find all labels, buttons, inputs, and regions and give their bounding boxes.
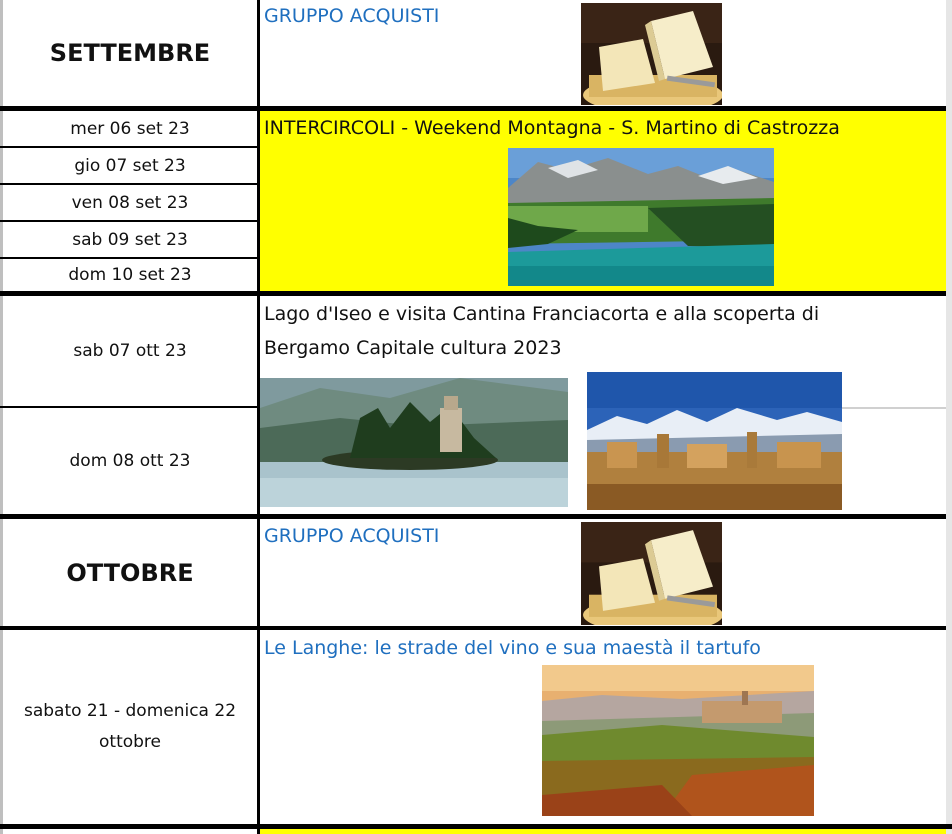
row-border [0,824,952,829]
cheese-photo [581,522,722,625]
date-line: sabato 21 - domenica 22 [23,701,237,721]
lake-island-castle-photo [260,378,568,507]
event-title-iseo-line2: Bergamo Capitale cultura 2023 [264,337,562,359]
date-cell: sab 09 set 23 [72,229,188,250]
date-line: ottobre [99,732,161,752]
event-title-gruppo-acquisti: GRUPPO ACQUISTI [264,5,440,27]
date-cell: dom 10 set 23 [68,265,192,285]
date-cell-langhe [3,630,257,824]
mountain-lake-photo [508,148,774,286]
date-cell: mer 06 set 23 [70,118,190,139]
event-title-intercircoli: INTERCIRCOLI - Weekend Montagna - S. Martino di Castrozza [264,117,840,139]
event-title-iseo-line1: Lago d'Iseo e visita Cantina Franciacorta e alla scoperta di [264,303,820,325]
langhe-vineyard-photo [542,665,814,816]
gridline-light [842,407,946,409]
event-title-langhe: Le Langhe: le strade del vino e sua maestà il tartufo [264,637,761,659]
date-cell: ven 08 set 23 [71,192,189,213]
bergamo-city-photo [587,372,842,510]
date-cell: gio 07 set 23 [74,155,186,176]
page-edge-right [946,0,952,834]
date-cell: sab 07 ott 23 [73,341,187,361]
cheese-photo [581,3,722,105]
month-label-settembre: SETTEMBRE [49,39,211,67]
date-cell: dom 08 ott 23 [69,451,191,471]
month-label-ottobre: OTTOBRE [66,558,194,587]
event-title-gruppo-acquisti: GRUPPO ACQUISTI [264,525,440,547]
